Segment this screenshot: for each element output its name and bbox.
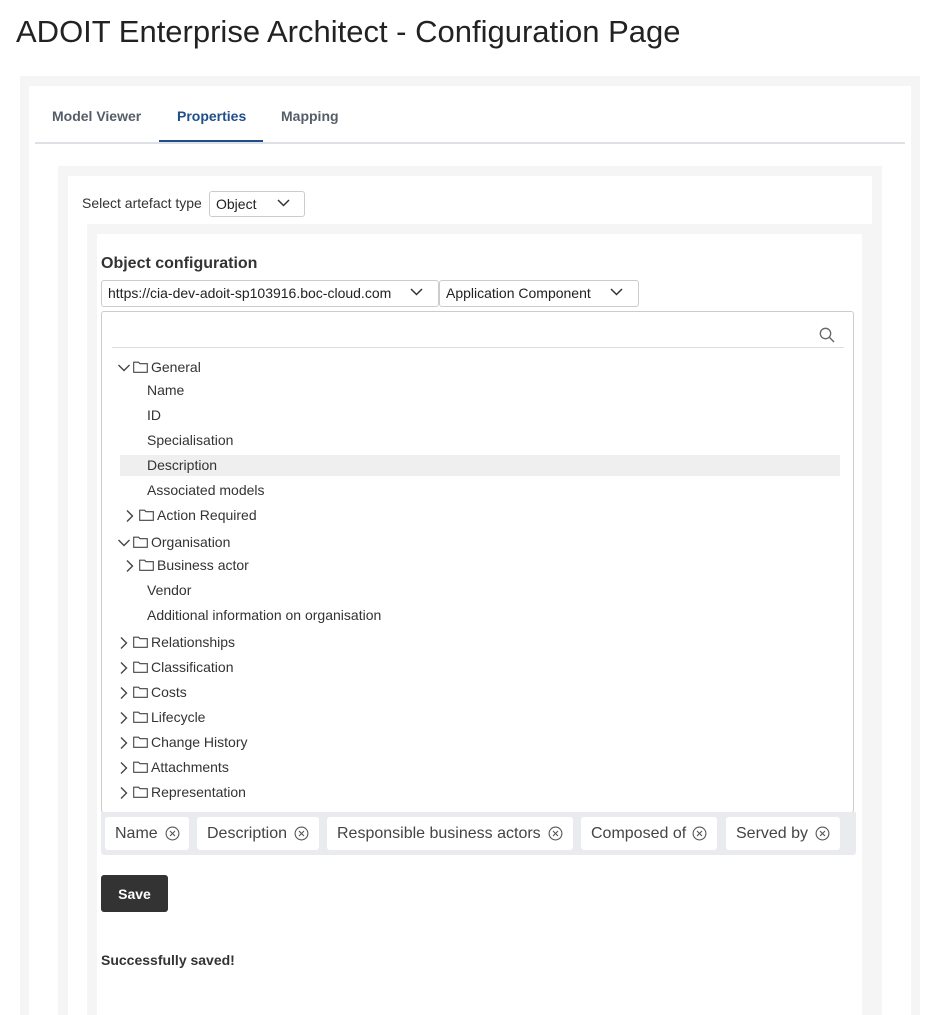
folder-icon xyxy=(133,661,148,673)
tab-properties[interactable]: Properties xyxy=(177,108,247,124)
chip-label: Name xyxy=(115,825,158,842)
properties-panel xyxy=(58,166,882,1015)
tree-leaf-name[interactable]: Name xyxy=(147,382,185,398)
chevron-right-icon[interactable] xyxy=(124,510,136,522)
configuration-panel xyxy=(20,76,920,1015)
chevron-right-icon[interactable] xyxy=(118,737,130,749)
class-value: Application Component xyxy=(446,285,591,301)
class-select[interactable] xyxy=(439,280,639,307)
remove-chip-icon[interactable] xyxy=(692,826,707,841)
tree-folder-label: Change History xyxy=(151,734,248,750)
chip-label: Composed of xyxy=(591,825,687,842)
chevron-down-icon[interactable] xyxy=(118,537,130,549)
tree-search-input[interactable] xyxy=(112,347,844,348)
attribute-tree xyxy=(101,311,854,813)
remove-chip-icon[interactable] xyxy=(294,826,309,841)
chevron-down-icon[interactable] xyxy=(118,362,130,374)
artefact-type-value: Object xyxy=(216,196,257,212)
tree-folder-label: Relationships xyxy=(151,634,236,650)
folder-icon xyxy=(133,361,148,373)
folder-icon xyxy=(133,786,148,798)
chevron-down-icon xyxy=(610,288,623,296)
chevron-right-icon[interactable] xyxy=(118,662,130,674)
artefact-type-select[interactable] xyxy=(209,191,305,217)
server-select[interactable] xyxy=(101,280,439,307)
tree-folder-label: Lifecycle xyxy=(151,709,206,725)
chip-label: Description xyxy=(207,825,288,842)
chip-composed-of xyxy=(581,817,717,850)
selected-row-highlight xyxy=(120,455,840,476)
save-button[interactable]: Save xyxy=(101,875,168,912)
active-tab-indicator xyxy=(159,140,263,142)
chip-label: Responsible business actors xyxy=(337,825,541,842)
tree-folder-label: General xyxy=(151,359,201,375)
chevron-right-icon[interactable] xyxy=(118,712,130,724)
chevron-right-icon[interactable] xyxy=(118,787,130,799)
remove-chip-icon[interactable] xyxy=(165,826,180,841)
configuration-panel-body xyxy=(29,86,911,1015)
tree-leaf-vendor[interactable]: Vendor xyxy=(147,582,192,598)
remove-chip-icon[interactable] xyxy=(548,826,563,841)
tab-model-viewer[interactable]: Model Viewer xyxy=(52,108,142,124)
object-config-title: Object configuration xyxy=(101,255,258,272)
tree-leaf-associated-models[interactable]: Associated models xyxy=(147,482,265,498)
folder-icon xyxy=(139,509,154,521)
chevron-right-icon[interactable] xyxy=(118,637,130,649)
chip-served-by xyxy=(726,817,840,850)
tab-mapping[interactable]: Mapping xyxy=(281,108,339,124)
status-message: Successfully saved! xyxy=(101,952,235,968)
folder-icon xyxy=(133,761,148,773)
tree-leaf-description[interactable]: Description xyxy=(147,457,218,473)
search-icon[interactable] xyxy=(819,327,835,343)
remove-chip-icon[interactable] xyxy=(815,826,830,841)
folder-icon xyxy=(139,559,154,571)
chevron-down-icon xyxy=(277,199,290,207)
tree-folder-label: Representation xyxy=(151,784,246,800)
properties-panel-body xyxy=(68,176,872,1015)
chevron-right-icon[interactable] xyxy=(118,762,130,774)
tree-folder-label: Classification xyxy=(151,659,234,675)
selected-attributes-bar xyxy=(101,812,856,855)
chip-description xyxy=(197,817,319,850)
tree-folder-label: Costs xyxy=(151,684,187,700)
folder-icon xyxy=(133,686,148,698)
object-config-panel xyxy=(87,224,872,1015)
chip-responsible-business-actors xyxy=(327,817,573,850)
page-title: ADOIT Enterprise Architect - Configuration Page xyxy=(16,14,681,49)
chevron-right-icon[interactable] xyxy=(118,687,130,699)
artefact-type-label: Select artefact type xyxy=(82,195,202,211)
tab-bar xyxy=(35,86,905,144)
tree-leaf-id[interactable]: ID xyxy=(147,407,161,423)
tree-folder-label: Organisation xyxy=(151,534,231,550)
tree-folder-label: Attachments xyxy=(151,759,229,775)
chip-label: Served by xyxy=(736,825,809,842)
tree-leaf-additional-information[interactable]: Additional information on organisation xyxy=(147,607,382,623)
tree-folder-label: Action Required xyxy=(157,507,257,523)
chevron-down-icon xyxy=(410,288,423,296)
object-config-body xyxy=(97,234,862,1015)
tree-leaf-specialisation[interactable]: Specialisation xyxy=(147,432,234,448)
chevron-right-icon[interactable] xyxy=(124,560,136,572)
tree-folder-label: Business actor xyxy=(157,557,249,573)
chip-name xyxy=(105,817,189,850)
folder-icon xyxy=(133,711,148,723)
server-value: https://cia-dev-adoit-sp103916.boc-cloud.com xyxy=(108,285,392,301)
folder-icon xyxy=(133,636,148,648)
folder-icon xyxy=(133,736,148,748)
folder-icon xyxy=(133,536,148,548)
